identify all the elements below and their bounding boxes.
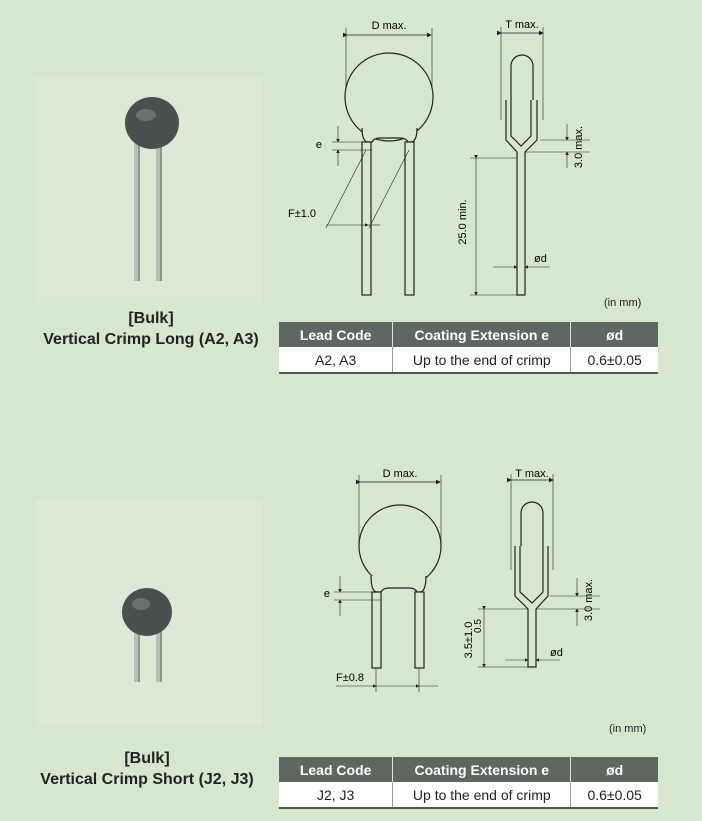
header-coating-extension: Coating Extension e (393, 757, 571, 782)
table-row (279, 782, 658, 808)
table-row (279, 347, 658, 373)
label-e-long: e (315, 139, 322, 151)
side-view-long (470, 27, 590, 295)
caption-short-line1: [Bulk] (124, 750, 170, 767)
header-od: ød (571, 757, 658, 782)
cell-lead-code: J2, J3 (279, 782, 393, 808)
header-lead-code: Lead Code (279, 322, 393, 347)
cell-od: 0.6±0.05 (571, 347, 658, 373)
caption-long-line2: Vertical Crimp Long (A2, A3) (43, 331, 259, 348)
unit-note-short: (in mm) (609, 723, 647, 735)
label-lead-length-long: 25.0 min. (457, 199, 469, 245)
spec-table-short (279, 757, 658, 809)
side-view-short (478, 474, 600, 667)
front-view-short (334, 475, 441, 692)
caption-short (16, 748, 278, 790)
label-od-short: ød (550, 647, 563, 659)
label-f-short: F±0.8 (336, 672, 365, 684)
cell-lead-code: A2, A3 (279, 347, 393, 373)
label-d-max-short: D max. (382, 468, 418, 480)
table-header-row (279, 757, 658, 782)
spec-table-long (279, 322, 658, 374)
component-photo-short (36, 500, 262, 726)
label-crimp-short: 3.0 max. (583, 578, 595, 622)
label-d-max-long: D max. (371, 20, 407, 32)
cell-coating-extension: Up to the end of crimp (393, 347, 571, 373)
label-t-max-long: T max. (505, 19, 539, 31)
caption-short-line2: Vertical Crimp Short (J2, J3) (40, 771, 254, 788)
label-lead-length-short: 3.5±1.0 (463, 621, 475, 659)
cell-od: 0.6±0.05 (571, 782, 658, 808)
unit-note-long: (in mm) (604, 297, 642, 309)
label-crimp-long: 3.0 max. (573, 125, 585, 169)
label-lead-tolerance-short: 0.5 (473, 619, 484, 633)
front-view-long (326, 28, 433, 295)
cell-coating-extension: Up to the end of crimp (393, 782, 571, 808)
varistor-short-photo (36, 500, 262, 726)
table-header-row (279, 322, 658, 347)
header-lead-code: Lead Code (279, 757, 393, 782)
header-coating-extension: Coating Extension e (393, 322, 571, 347)
caption-long-line1: [Bulk] (128, 310, 174, 327)
label-e-short: e (323, 588, 330, 600)
header-od: ød (571, 322, 658, 347)
label-t-max-short: T max. (515, 468, 549, 480)
label-f-long: F±1.0 (288, 208, 317, 220)
label-od-long: ød (534, 253, 547, 265)
